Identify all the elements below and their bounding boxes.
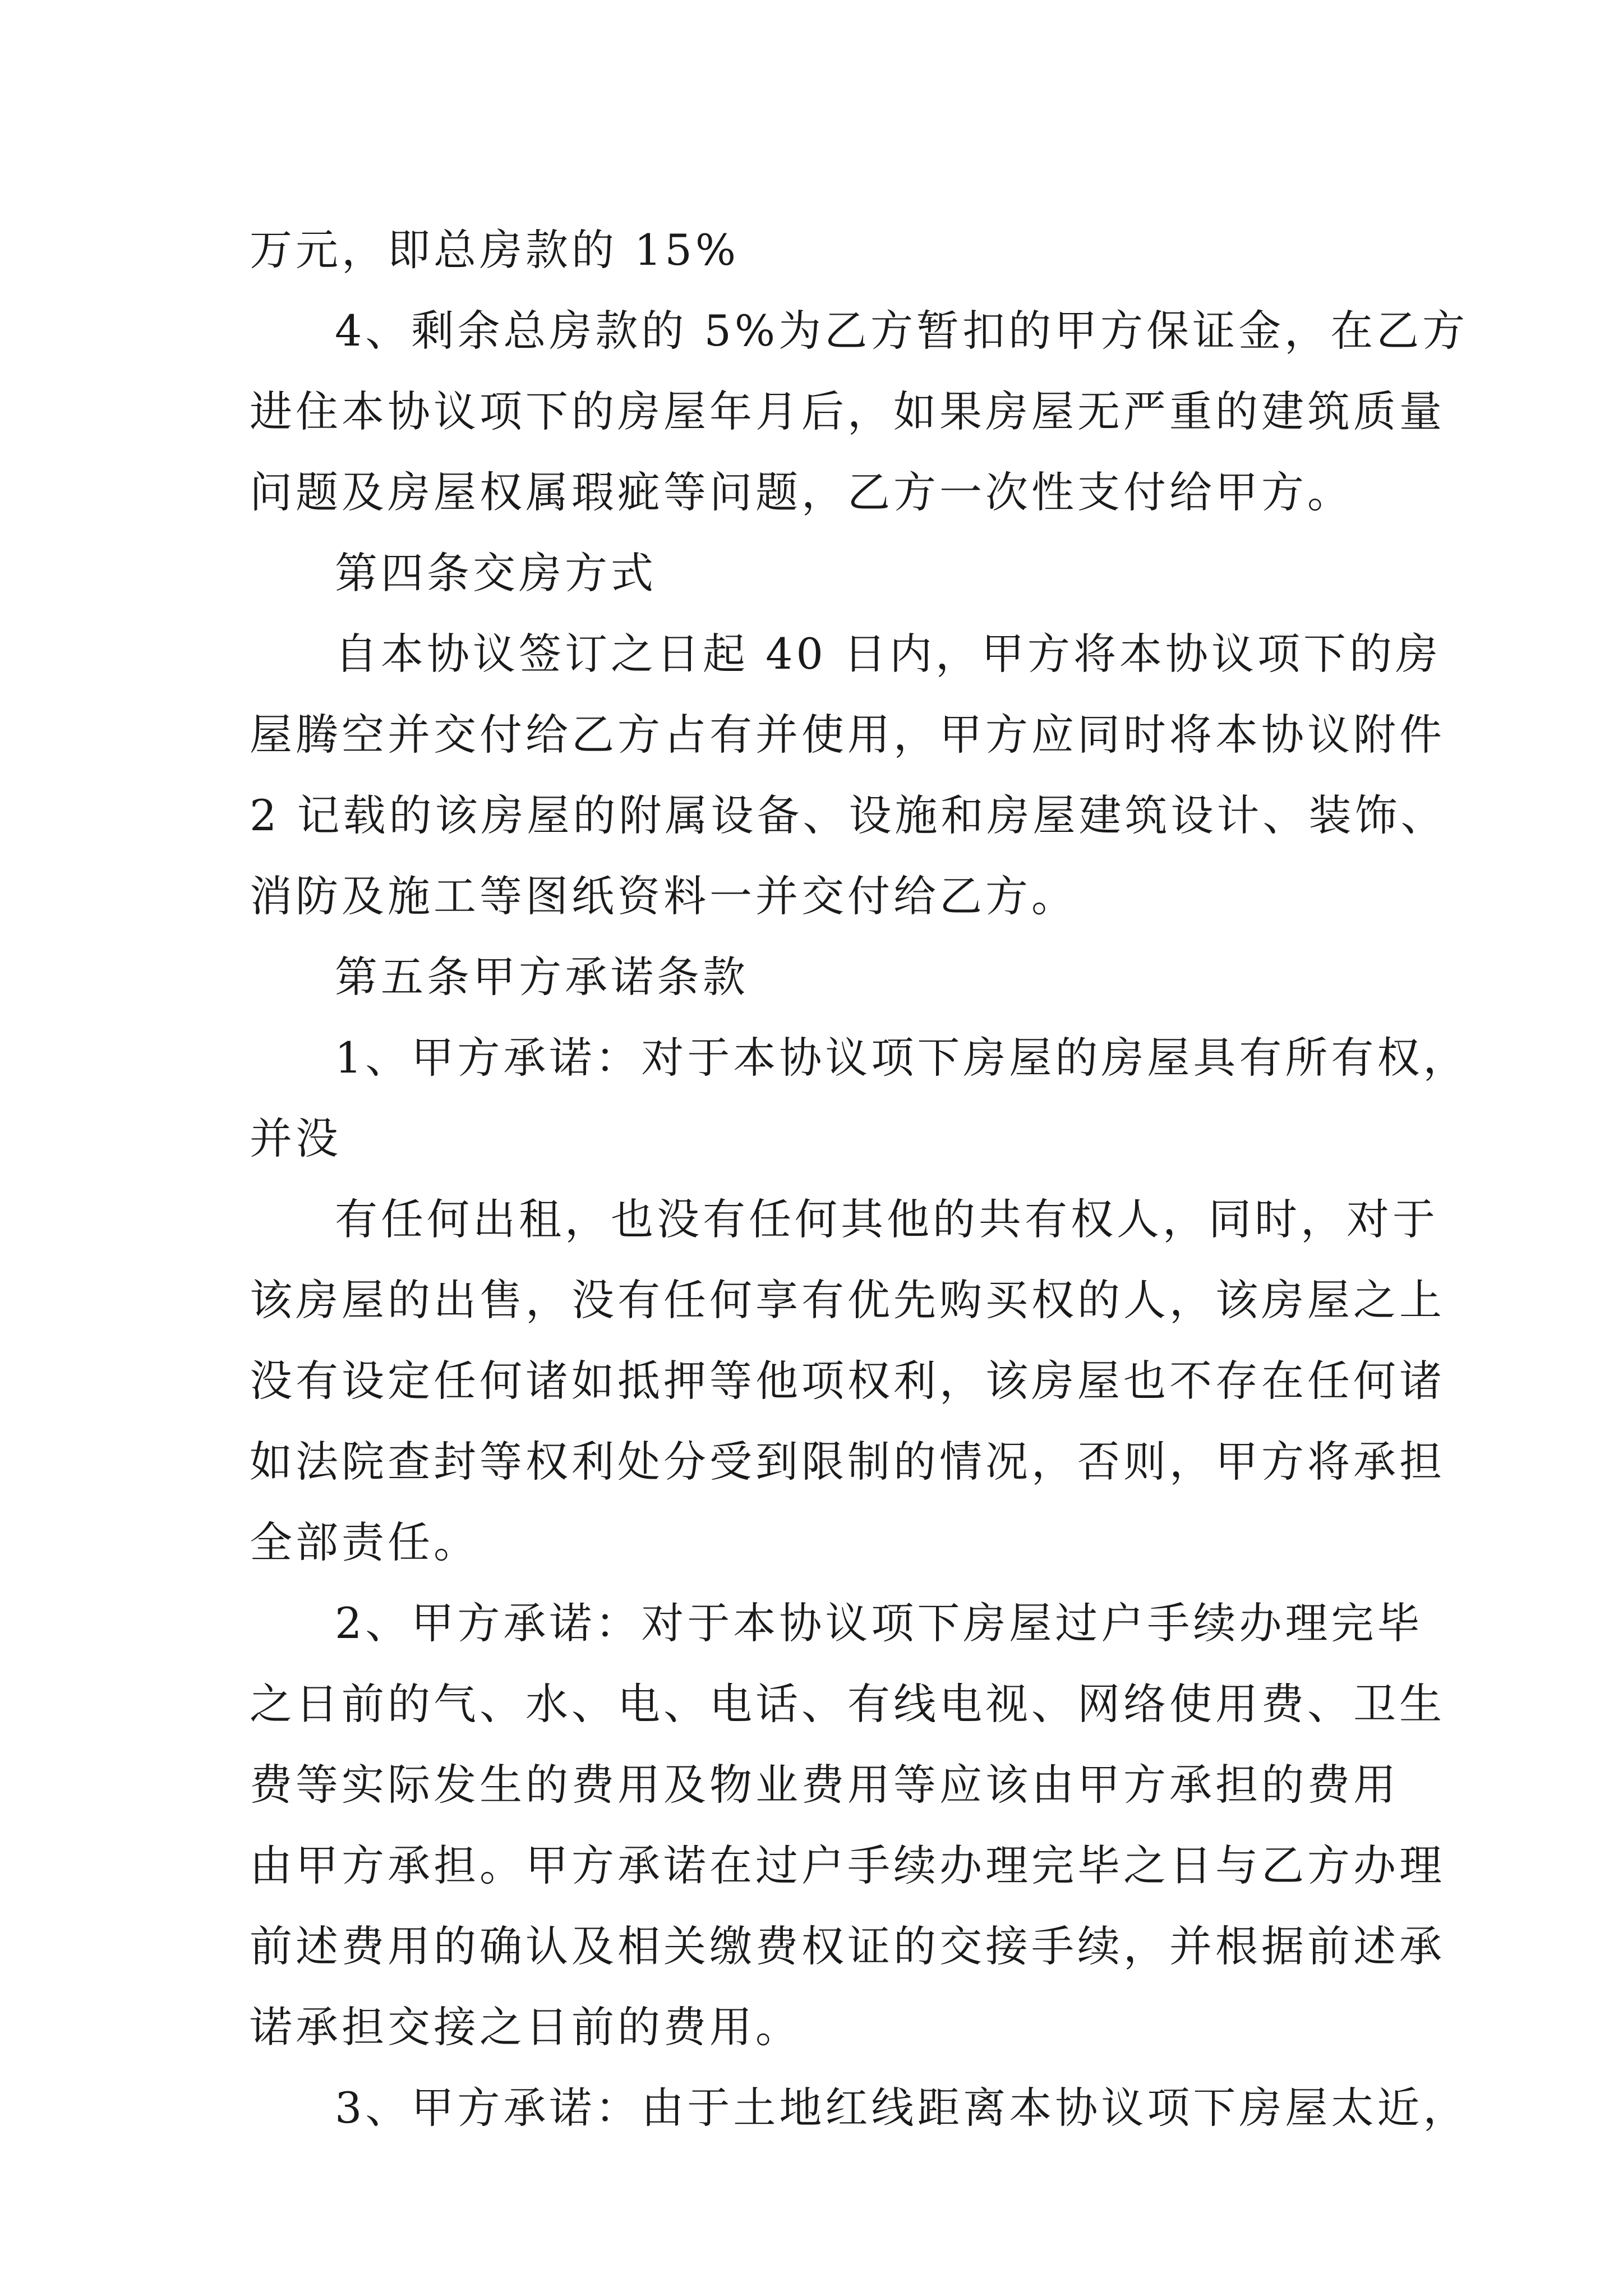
text-line: 进住本协议项下的房屋年月后，如果房屋无严重的建筑质量 xyxy=(250,386,1445,436)
paragraph xyxy=(250,1018,1469,1179)
text-line: 4、剩余总房款的 5%为乙方暂扣的甲方保证金，在乙方 xyxy=(335,306,1469,356)
text-line: 第五条甲方承诺条款 xyxy=(335,952,749,1002)
text-line: 费等实际发生的费用及物业费用等应该由甲方承担的费用 xyxy=(250,1760,1399,1810)
text-line: 如法院查封等权利处分受到限制的情况，否则，甲方将承担 xyxy=(250,1437,1445,1487)
text-line: 2、甲方承诺：对于本协议项下房屋过户手续办理完毕 xyxy=(335,1598,1423,1648)
text-line: 并没 xyxy=(250,1114,342,1163)
text-line: 自本协议签订之日起 40 日内，甲方将本协议项下的房 xyxy=(335,629,1442,679)
text-line: 消防及施工等图纸资料一并交付给乙方。 xyxy=(250,871,1077,921)
text-line: 诺承担交接之日前的费用。 xyxy=(250,2002,801,2052)
paragraph xyxy=(250,614,1447,937)
text-line: 之日前的气、水、电、电话、有线电视、网络使用费、卫生 xyxy=(250,1679,1445,1729)
text-line: 前述费用的确认及相关缴费权证的交接手续，并根据前述承 xyxy=(250,1921,1445,1971)
paragraph xyxy=(250,1179,1445,1583)
text-line: 万元，即总房款的 15% xyxy=(250,225,740,275)
text-line: 3、甲方承诺：由于土地红线距离本协议项下房屋太近， xyxy=(335,2083,1469,2133)
paragraph xyxy=(250,1583,1445,2068)
document-body xyxy=(250,210,1469,2148)
text-line: 1、甲方承诺：对于本协议项下房屋的房屋具有所有权， xyxy=(335,1033,1469,1083)
text-line: 没有设定任何诸如抵押等他项权利，该房屋也不存在任何诸 xyxy=(250,1356,1445,1406)
text-line: 第四条交房方式 xyxy=(335,548,657,598)
text-line: 该房屋的出售，没有任何享有优先购买权的人，该房屋之上 xyxy=(250,1275,1445,1325)
paragraph xyxy=(250,937,1394,1018)
paragraph xyxy=(250,2068,1469,2148)
paragraph xyxy=(250,533,1394,614)
text-line: 由甲方承担。甲方承诺在过户手续办理完毕之日与乙方办理 xyxy=(250,1841,1445,1890)
text-line: 问题及房屋权属瑕疵等问题，乙方一次性支付给甲方。 xyxy=(250,467,1353,517)
text-line: 屋腾空并交付给乙方占有并使用，甲方应同时将本协议附件 xyxy=(250,710,1445,760)
paragraph xyxy=(250,210,1394,291)
text-line: 有任何出租，也没有任何其他的共有权人，同时，对于 xyxy=(335,1194,1438,1244)
text-line: 2 记载的该房屋的附属设备、设施和房屋建筑设计、装饰、 xyxy=(250,790,1447,840)
text-line: 全部责任。 xyxy=(250,1517,479,1567)
paragraph xyxy=(250,291,1469,533)
